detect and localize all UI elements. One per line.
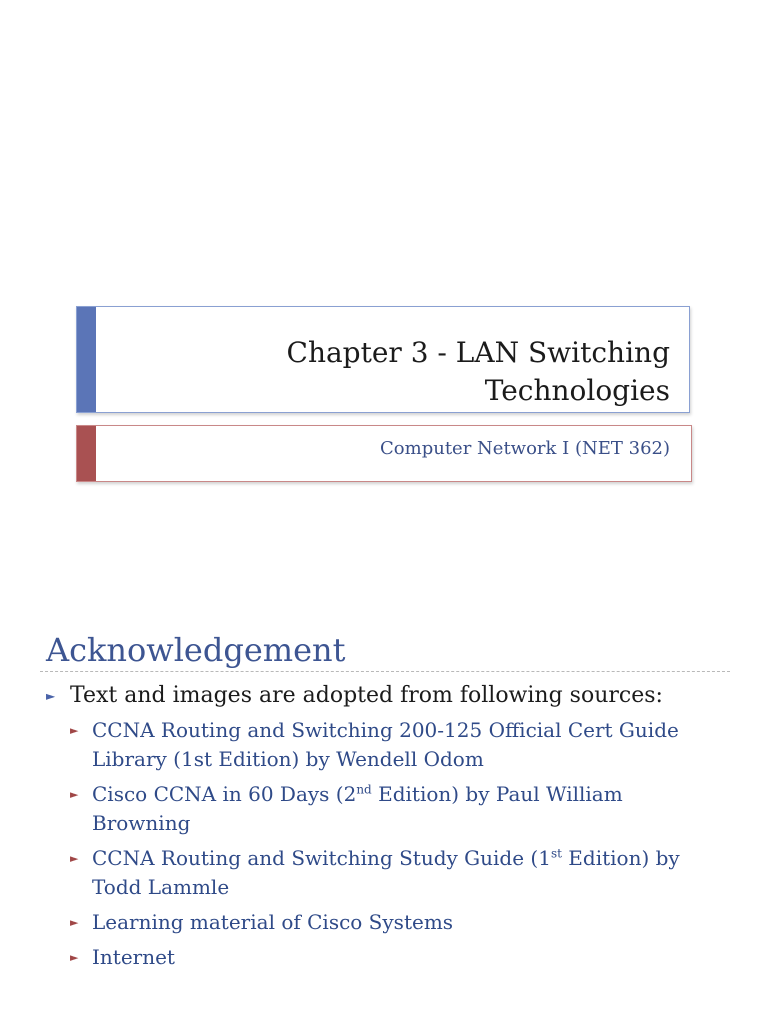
slide-subtitle: Computer Network I (NET 362) (380, 438, 670, 459)
source-text-rest: Edition) by Todd Lammle (92, 846, 680, 899)
subtitle-box (76, 425, 692, 482)
sub-bullet-arrow-icon: ► (70, 788, 79, 801)
bullet-arrow-icon: ► (46, 689, 56, 703)
ordinal-suffix: st (550, 846, 562, 861)
source-item (70, 908, 692, 937)
title-box (76, 306, 690, 413)
source-text-rest: Edition) by Paul William Browning (92, 782, 623, 835)
sub-bullet-arrow-icon: ► (70, 724, 79, 737)
intro-bullet-text: Text and images are adopted from following sources: (70, 683, 663, 708)
sub-bullet-arrow-icon: ► (70, 951, 79, 964)
ordinal-suffix: nd (356, 782, 372, 797)
sub-bullet-arrow-icon: ► (70, 852, 79, 865)
source-text: CCNA Routing and Switching 200-125 Official Cert Guide Library (1st Edition) by Wendell Odom (92, 718, 679, 771)
source-text: Cisco CCNA in 60 Days (2 (92, 782, 357, 806)
source-list (70, 716, 746, 972)
intro-bullet (46, 680, 746, 972)
source-text: CCNA Routing and Switching Study Guide (1 (92, 846, 551, 870)
bullet-list (46, 680, 746, 978)
source-item (70, 716, 692, 774)
sub-bullet-arrow-icon: ► (70, 916, 79, 929)
slide-heading: Acknowledgement (46, 631, 346, 669)
acknowledgement-slide (0, 576, 768, 1024)
slide-title: Chapter 3 - LAN Switching Technologies (286, 336, 670, 407)
source-item (70, 844, 692, 902)
subtitle-accent-bar (77, 426, 96, 481)
title-accent-bar (77, 307, 96, 412)
source-text: Internet (92, 945, 175, 969)
source-item (70, 780, 692, 838)
heading-divider (40, 671, 730, 672)
source-item (70, 943, 692, 972)
source-text: Learning material of Cisco Systems (92, 910, 454, 934)
